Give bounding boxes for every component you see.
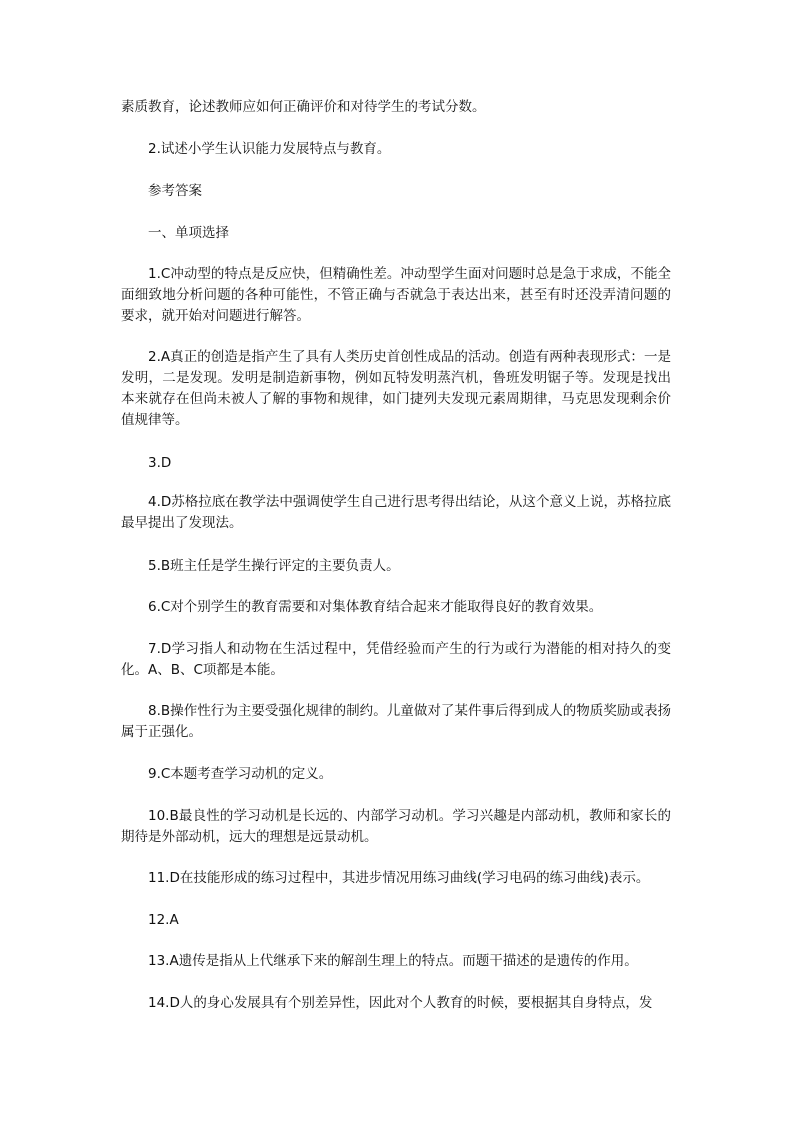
- answer-13: 13.A遗传是指从上代继承下来的解剖生理上的特点。而题干描述的是遗传的作用。: [148, 953, 638, 969]
- paragraph-essay-question-2: 2.试述小学生认识能力发展特点与教育。: [148, 141, 391, 157]
- paragraph-essay-question-1-end: 素质教育，论述教师应如何正确评价和对待学生的考试分数。: [121, 99, 486, 115]
- answer-10: 10.B最良性的学习动机是长远的、内部学习动机。学习兴趣是内部动机，教师和家长的期待是外部动机，远大的理想是远景动机。: [121, 808, 671, 845]
- answer-5: 5.B班主任是学生操行评定的主要负责人。: [148, 558, 400, 574]
- answer-12: 12.A: [148, 912, 179, 928]
- answer-7: 7.D学习指人和动物在生活过程中，凭借经验而产生的行为或行为潜能的相对持久的变化。A、B、C项都是本能。: [121, 641, 671, 678]
- answer-9: 9.C本题考查学习动机的定义。: [148, 766, 333, 782]
- answer-14: 14.D人的身心发展具有个别差异性，因此对个人教育的时候，要根据其自身特点，发: [148, 995, 653, 1011]
- answer-6: 6.C对个别学生的教育需要和对集体教育结合起来才能取得良好的教育效果。: [148, 599, 603, 615]
- answer-4: 4.D苏格拉底在教学法中强调使学生自己进行思考得出结论，从这个意义上说，苏格拉底最早提出了发现法。: [121, 494, 671, 531]
- answer-11: 11.D在技能形成的练习过程中，其进步情况用练习曲线(学习电码的练习曲线)表示。: [148, 870, 650, 886]
- answer-1: 1.C冲动型的特点是反应快，但精确性差。冲动型学生面对问题时总是急于求成，不能全面细致地分析问题的各种可能性，不管正确与否就急于表达出来，甚至有时还没弄清问题的要求，就开始对问题进行解答。: [121, 266, 671, 324]
- answer-3: 3.D: [148, 455, 172, 471]
- answer-8: 8.B操作性行为主要受强化规律的制约。儿童做对了某件事后得到成人的物质奖励或表扬属于正强化。: [121, 703, 671, 740]
- heading-reference-answers: 参考答案: [148, 183, 202, 199]
- answer-2: 2.A真正的创造是指产生了具有人类历史首创性成品的活动。创造有两种表现形式：一是发明，二是发现。发明是制造新事物，例如瓦特发明蒸汽机，鲁班发明锯子等。发现是找出本来就存在但尚未被人了解的事物和规律，如门捷列夫发现元素周期律，马克思发现剩余价值规律等。: [121, 349, 671, 428]
- heading-single-choice: 一、单项选择: [148, 225, 229, 241]
